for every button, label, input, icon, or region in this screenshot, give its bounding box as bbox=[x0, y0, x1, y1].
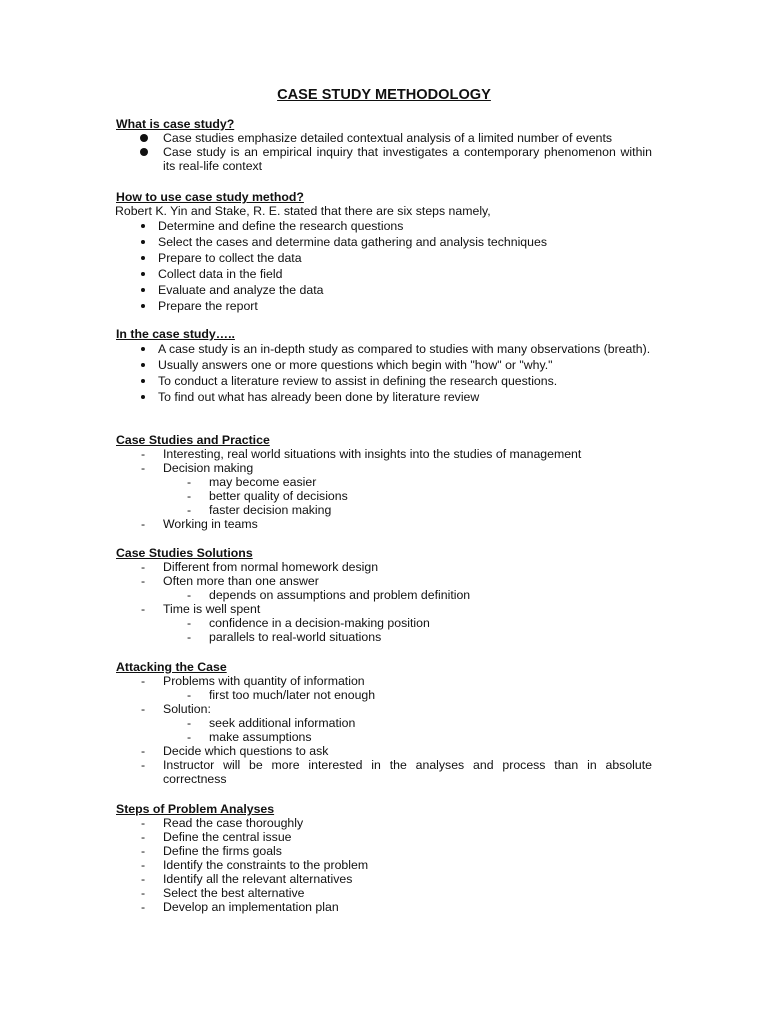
section-heading: Steps of Problem Analyses bbox=[116, 802, 275, 816]
list-item: Prepare to collect the data bbox=[116, 251, 652, 267]
dash-marker: - bbox=[187, 503, 192, 517]
sub-list-item: - faster decision making bbox=[187, 503, 332, 517]
list-item: To conduct a literature review to assist in defining the research questions. bbox=[116, 374, 652, 390]
section-case-studies-and-practice bbox=[116, 433, 652, 531]
bullet-icon bbox=[141, 379, 145, 383]
list-item: Usually answers one or more questions which begin with "how" or "why." bbox=[116, 358, 652, 374]
list-item: - Select the best alternative bbox=[141, 886, 305, 900]
dash-marker: - bbox=[141, 886, 146, 900]
list-item: - Instructor will be more interested in the analyses and process than in absolute correctness bbox=[141, 758, 652, 786]
bullet-icon bbox=[141, 304, 145, 308]
sub-list-item: - confidence in a decision-making position bbox=[187, 616, 430, 630]
list-item: - Identify the constraints to the problem bbox=[141, 858, 369, 872]
sub-list-item: - make assumptions bbox=[187, 730, 312, 744]
dash-marker: - bbox=[187, 489, 192, 503]
dash-marker: - bbox=[141, 602, 146, 616]
document-title: CASE STUDY METHODOLOGY bbox=[277, 87, 491, 103]
sub-list-item: - may become easier bbox=[187, 475, 317, 489]
list-item: Case studies emphasize detailed contextual analysis of a limited number of events bbox=[116, 131, 652, 145]
list-item: Prepare the report bbox=[116, 299, 652, 315]
dash-marker: - bbox=[141, 758, 146, 772]
dash-marker: - bbox=[187, 588, 192, 602]
bullet-icon bbox=[140, 148, 148, 156]
list-item: Evaluate and analyze the data bbox=[116, 283, 652, 299]
list-item: - Often more than one answer bbox=[141, 574, 319, 588]
bullet-list bbox=[116, 219, 652, 315]
list-item: Select the cases and determine data gathering and analysis techniques bbox=[116, 235, 652, 251]
list-item: Case study is an empirical inquiry that investigates a contemporary phenomenon within its real-life context bbox=[116, 145, 652, 173]
bullet-icon bbox=[141, 256, 145, 260]
section-heading: Case Studies and Practice bbox=[116, 433, 270, 447]
list-item: - Develop an implementation plan bbox=[141, 900, 339, 914]
bullet-icon bbox=[141, 240, 145, 244]
dash-marker: - bbox=[141, 447, 146, 461]
list-item: - Solution: bbox=[141, 702, 211, 716]
section-heading: Case Studies Solutions bbox=[116, 546, 253, 560]
dash-marker: - bbox=[141, 560, 146, 574]
list-item: - Decide which questions to ask bbox=[141, 744, 329, 758]
list-item: - Define the firms goals bbox=[141, 844, 282, 858]
list-item: Determine and define the research questions bbox=[116, 219, 652, 235]
section-attacking-the-case bbox=[116, 660, 652, 786]
bullet-icon bbox=[141, 347, 145, 351]
bullet-icon bbox=[141, 224, 145, 228]
dash-marker: - bbox=[187, 716, 192, 730]
list-item: To find out what has already been done by literature review bbox=[116, 390, 652, 406]
bullet-icon bbox=[141, 363, 145, 367]
dash-marker: - bbox=[187, 688, 192, 702]
dash-marker: - bbox=[141, 830, 146, 844]
dash-marker: - bbox=[141, 858, 146, 872]
list-item: - Identify all the relevant alternatives bbox=[141, 872, 353, 886]
bullet-icon bbox=[141, 288, 145, 292]
sub-list-item: - parallels to real-world situations bbox=[187, 630, 382, 644]
dash-marker: - bbox=[141, 872, 146, 886]
sub-list-item: - seek additional information bbox=[187, 716, 356, 730]
list-item: - Working in teams bbox=[141, 517, 258, 531]
bullet-list bbox=[116, 131, 652, 173]
list-item: A case study is an in-depth study as compared to studies with many observations (breath). bbox=[116, 342, 652, 356]
section-heading: Attacking the Case bbox=[116, 660, 227, 674]
dash-list bbox=[116, 560, 652, 644]
dash-marker: - bbox=[141, 816, 146, 830]
intro-paragraph: Robert K. Yin and Stake, R. E. stated that there are six steps namely, bbox=[115, 204, 491, 218]
bullet-list bbox=[116, 342, 652, 406]
dash-marker: - bbox=[187, 475, 192, 489]
section-heading: In the case study….. bbox=[116, 327, 235, 341]
list-item: - Different from normal homework design bbox=[141, 560, 379, 574]
dash-list bbox=[116, 674, 652, 786]
section-how-to-use bbox=[116, 190, 652, 315]
bullet-icon bbox=[141, 395, 145, 399]
list-item: - Read the case thoroughly bbox=[141, 816, 304, 830]
sub-list-item: - first too much/later not enough bbox=[187, 688, 376, 702]
dash-marker: - bbox=[141, 574, 146, 588]
list-item: - Problems with quantity of information bbox=[141, 674, 365, 688]
dash-marker: - bbox=[141, 702, 146, 716]
dash-list bbox=[116, 447, 652, 531]
dash-marker: - bbox=[187, 730, 192, 744]
dash-marker: - bbox=[141, 744, 146, 758]
dash-marker: - bbox=[141, 517, 146, 531]
section-case-studies-solutions bbox=[116, 546, 652, 644]
list-item: - Decision making bbox=[141, 461, 254, 475]
section-heading: What is case study? bbox=[116, 117, 235, 131]
list-item: Collect data in the field bbox=[116, 267, 652, 283]
bullet-icon bbox=[141, 272, 145, 276]
bullet-icon bbox=[140, 134, 148, 142]
list-item: - Interesting, real world situations with insights into the studies of management bbox=[141, 447, 582, 461]
dash-marker: - bbox=[141, 674, 146, 688]
dash-marker: - bbox=[141, 844, 146, 858]
section-what-is-case-study bbox=[116, 117, 652, 173]
dash-marker: - bbox=[141, 461, 146, 475]
list-item: - Define the central issue bbox=[141, 830, 292, 844]
list-item: - Time is well spent bbox=[141, 602, 261, 616]
section-in-the-case-study bbox=[116, 327, 652, 406]
dash-marker: - bbox=[141, 900, 146, 914]
sub-list-item: - better quality of decisions bbox=[187, 489, 348, 503]
sub-list-item: - depends on assumptions and problem definition bbox=[187, 588, 471, 602]
section-heading: How to use case study method? bbox=[116, 190, 304, 204]
dash-list bbox=[116, 816, 652, 914]
dash-marker: - bbox=[187, 616, 192, 630]
section-steps-of-problem-analyses bbox=[116, 802, 652, 914]
dash-marker: - bbox=[187, 630, 192, 644]
